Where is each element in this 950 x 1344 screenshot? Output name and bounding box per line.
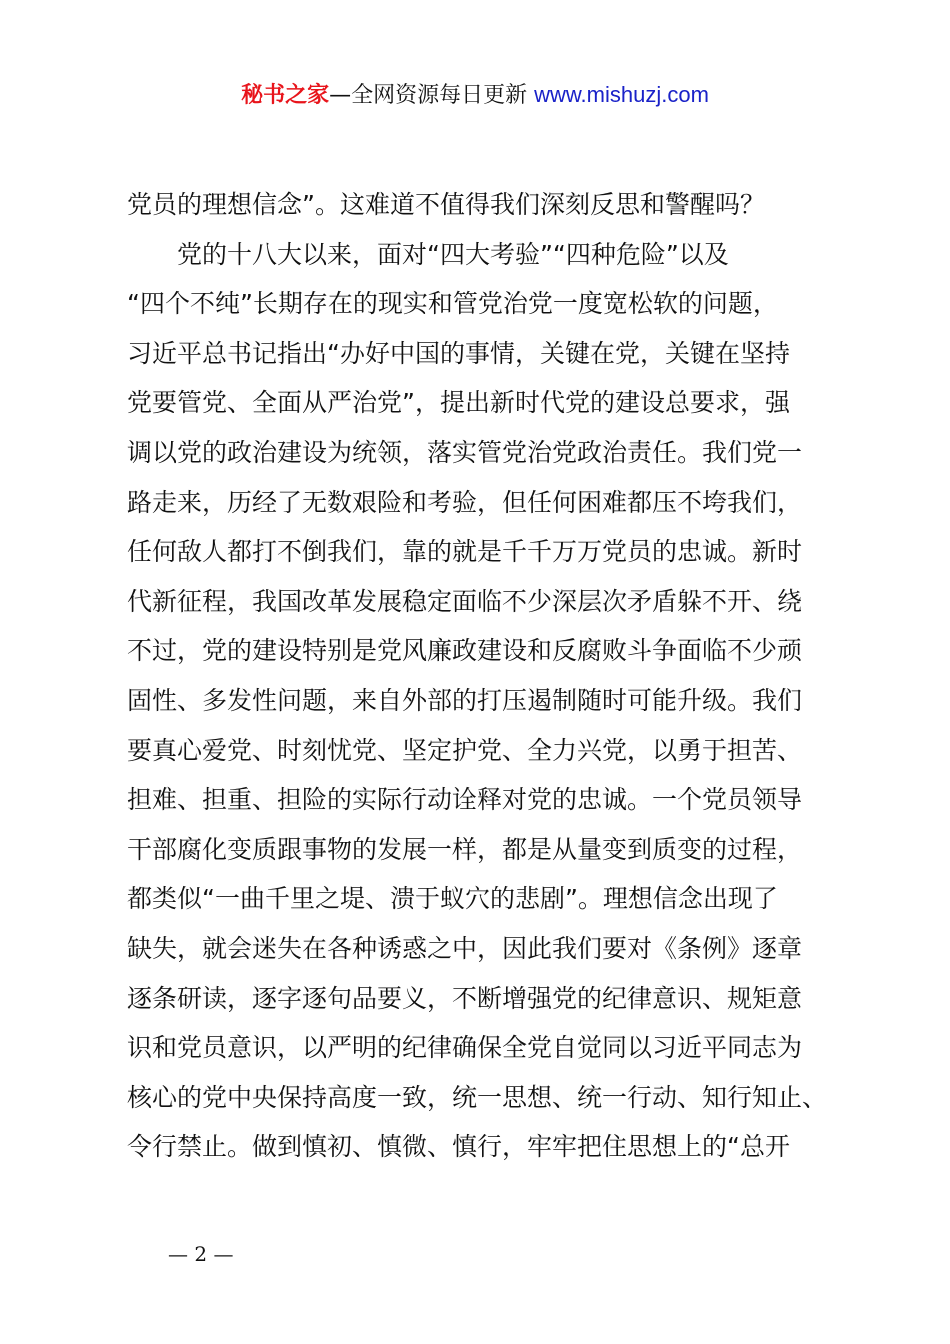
text-line: 要真心爱党、时刻忧党、坚定护党、全力兴党，以勇于担苦、	[127, 735, 803, 765]
text-line: 路走来，历经了无数艰险和考验，但任何困难都压不垮我们，	[127, 487, 803, 517]
text-line: 调以党的政治建设为统领，落实管党治党政治责任。我们党一	[127, 437, 803, 467]
text-line: 缺失，就会迷失在各种诱惑之中，因此我们要对《条例》逐章	[127, 933, 803, 963]
text-line: 都类似“一曲千里之堤、溃于蚁穴的悲剧”。理想信念出现了	[127, 884, 778, 914]
paragraph-start-line: 党的十八大以来，面对“四大考验”“四种危险”以及	[177, 239, 729, 269]
text-line: “四个不纯”长期存在的现实和管党治党一度宽松软的问题，	[127, 289, 778, 319]
document-body	[127, 180, 843, 1172]
brand-name: 秘书之家	[241, 83, 330, 108]
page-number: — 2 —	[168, 1242, 234, 1266]
text-line: 任何敌人都打不倒我们，靠的就是千千万万党员的忠诚。新时	[127, 537, 803, 567]
text-line: 习近平总书记指出“办好中国的事情，关键在党，关键在坚持	[127, 338, 790, 368]
text-line: 识和党员意识，以严明的纪律确保全党自觉同以习近平同志为	[127, 1033, 803, 1063]
text-line: 干部腐化变质跟事物的发展一样，都是从量变到质变的过程，	[127, 834, 803, 864]
page-header	[0, 78, 950, 113]
text-line: 令行禁止。做到慎初、慎微、慎行，牢牢把住思想上的“总开	[127, 1132, 790, 1162]
text-line: 党员的理想信念”。这难道不值得我们深刻反思和警醒吗？	[127, 190, 765, 219]
header-tagline: —全网资源每日更新	[329, 83, 528, 108]
text-line: 核心的党中央保持高度一致，统一思想、统一行动、知行知止、	[127, 1082, 828, 1112]
text-line: 固性、多发性问题，来自外部的打压遏制随时可能升级。我们	[127, 685, 803, 715]
text-line: 代新征程，我国改革发展稳定面临不少深层次矛盾躲不开、绕	[127, 586, 803, 616]
text-line: 逐条研读，逐字逐句品要义，不断增强党的纪律意识、规矩意	[127, 983, 803, 1013]
text-line: 党要管党、全面从严治党”，提出新时代党的建设总要求，强	[127, 388, 790, 418]
text-line: 担难、担重、担险的实际行动诠释对党的忠诚。一个党员领导	[127, 785, 803, 815]
site-url[interactable]: www.mishuzj.com	[534, 82, 709, 107]
text-line: 不过，党的建设特别是党风廉政建设和反腐败斗争面临不少顽	[127, 636, 803, 666]
